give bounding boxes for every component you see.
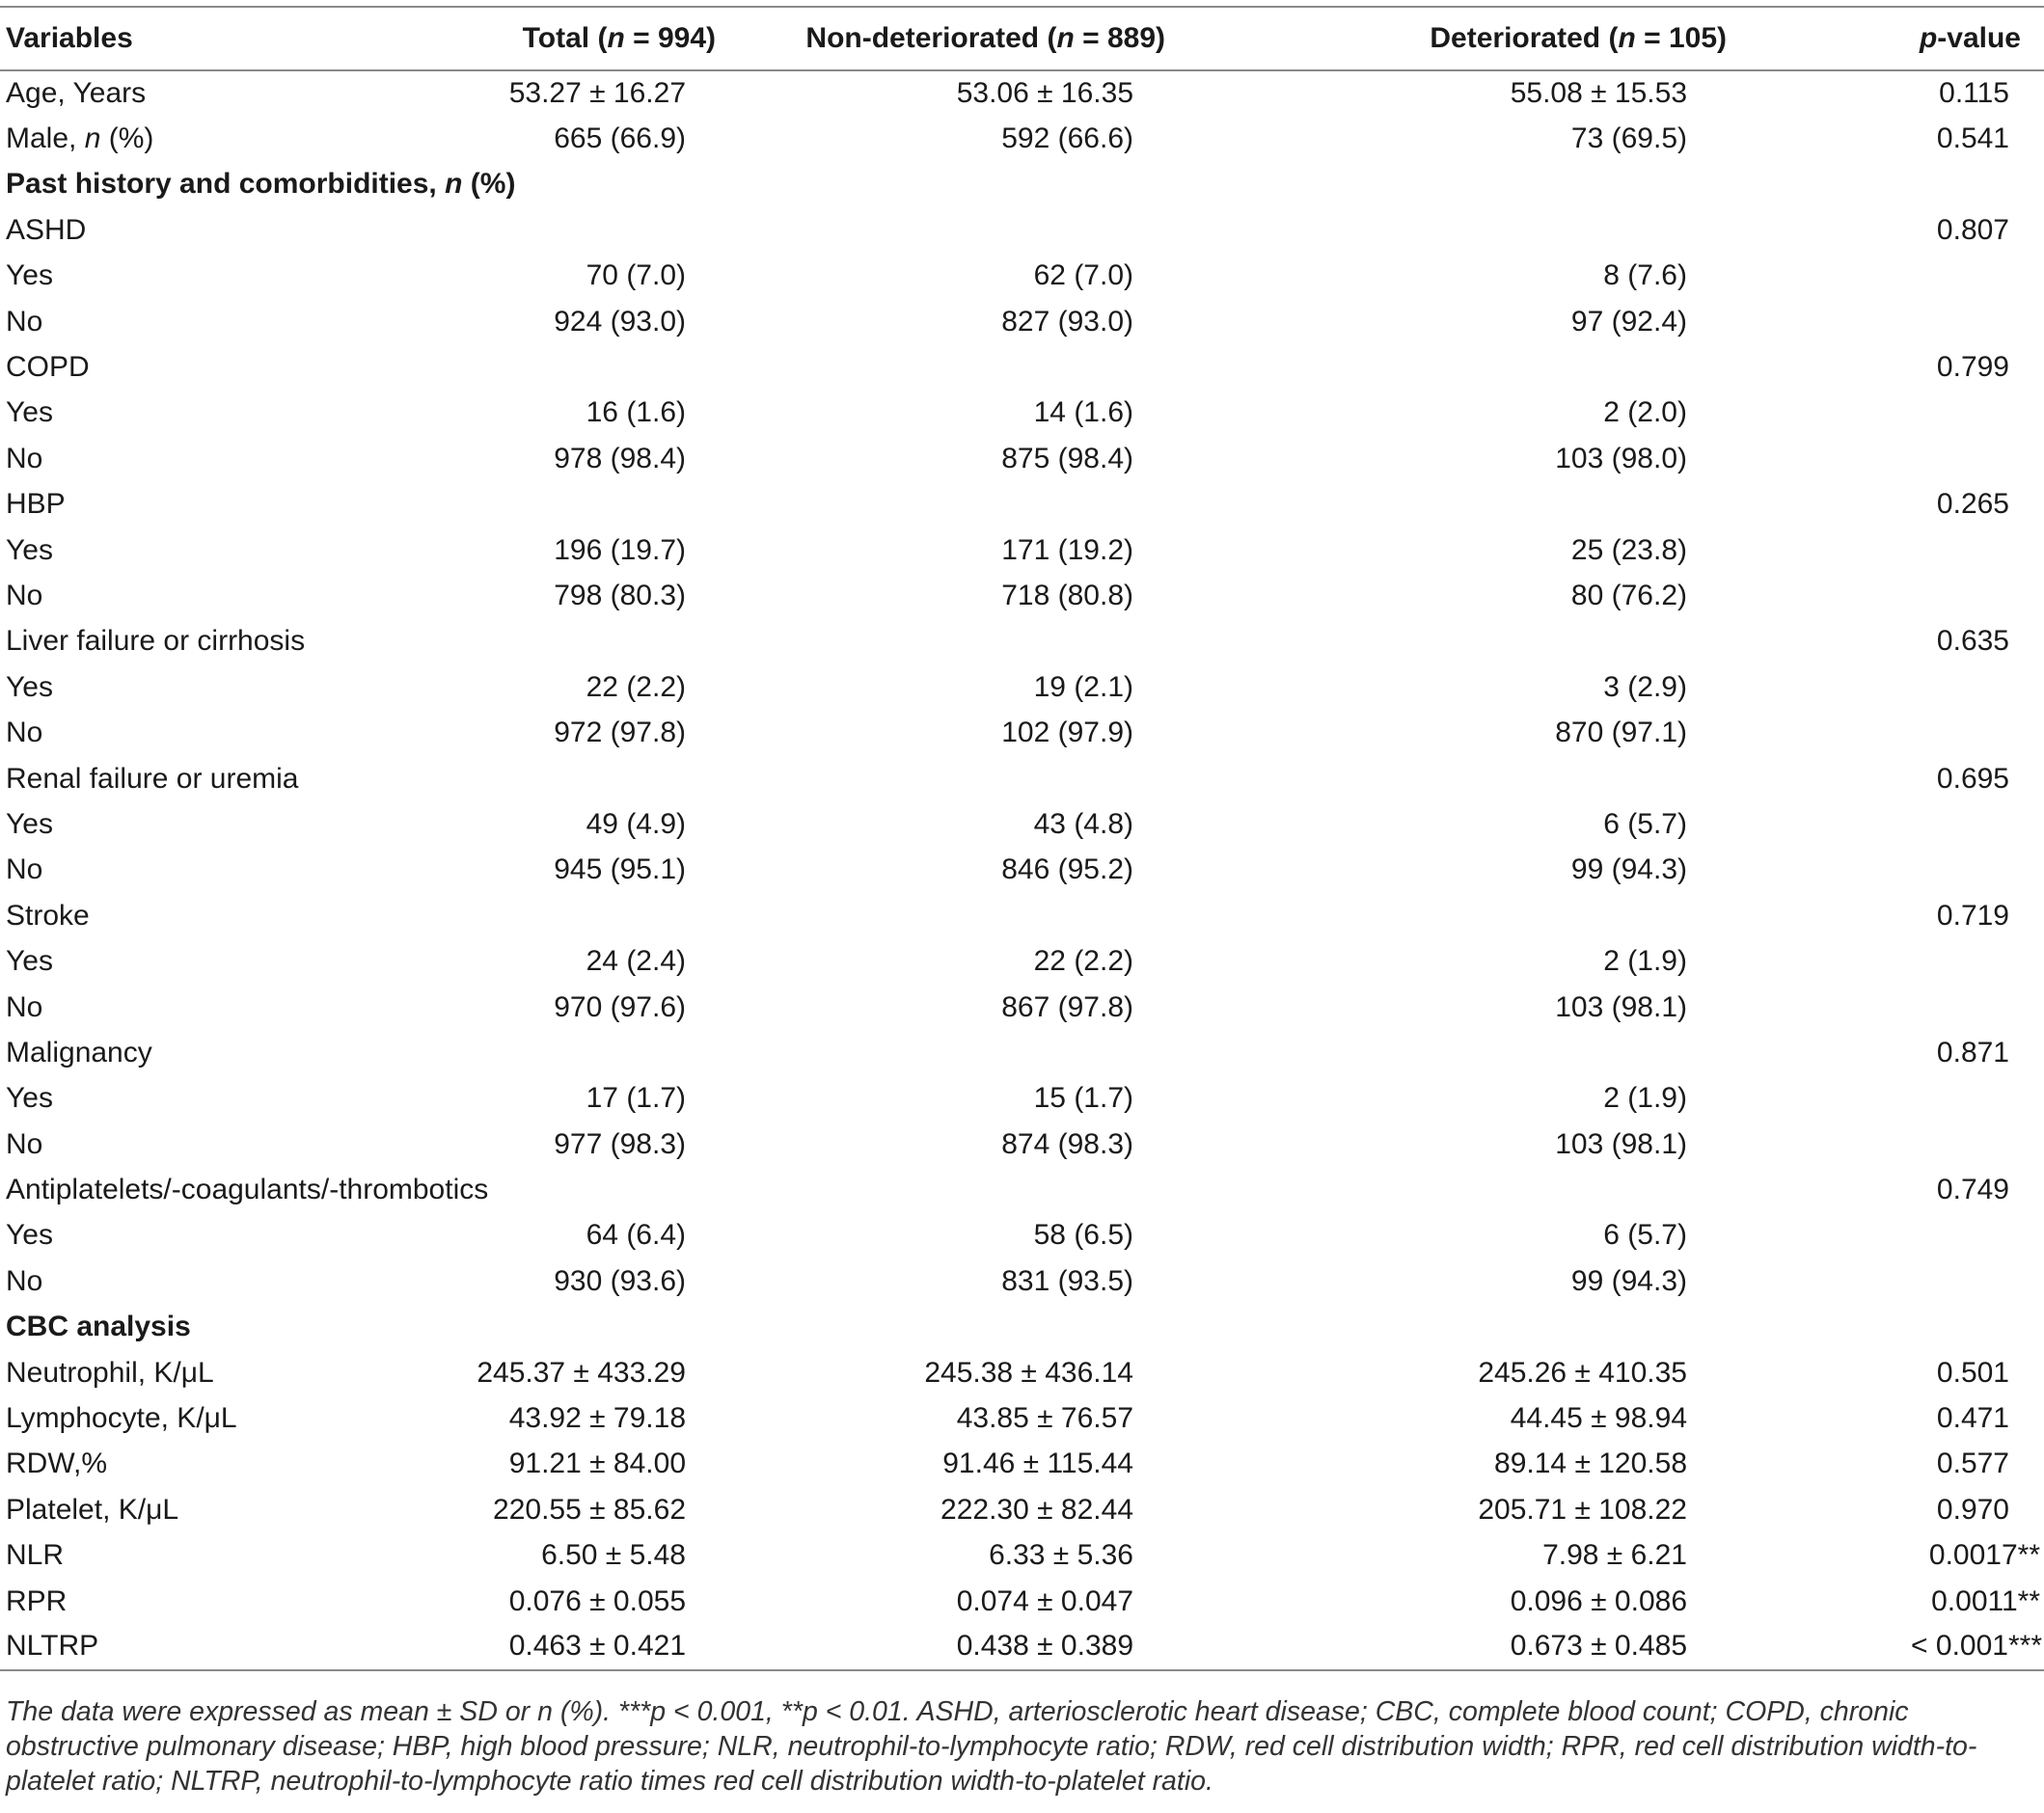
cell-non-deteriorated — [743, 482, 1225, 528]
cell-deteriorated — [1225, 207, 1775, 253]
cell-non-deteriorated — [743, 344, 1225, 390]
row-label: Renal failure or uremia — [6, 762, 299, 795]
cell-non-deteriorated: 22 (2.2) — [1033, 945, 1133, 978]
cell-total: 978 (98.4) — [554, 442, 686, 474]
table-row — [0, 1030, 2044, 1075]
cell-non-deteriorated — [743, 619, 1225, 664]
cell-total — [424, 1030, 743, 1075]
table-row — [0, 1213, 2044, 1258]
cell-p-value: 0.719 — [1936, 899, 2009, 932]
cell-non-deteriorated — [743, 1030, 1225, 1075]
table-row — [0, 116, 2044, 161]
table-row — [0, 344, 2044, 390]
row-label: Malignancy — [6, 1036, 152, 1069]
cell-non-deteriorated: 592 (66.6) — [1001, 122, 1133, 155]
cell-non-deteriorated: 43 (4.8) — [1033, 807, 1133, 840]
cell-deteriorated: 44.45 ± 98.94 — [1510, 1402, 1687, 1435]
cell-total — [424, 344, 743, 390]
cell-non-deteriorated: 718 (80.8) — [1001, 579, 1133, 611]
row-label: HBP — [6, 488, 66, 521]
table-row — [0, 528, 2044, 573]
cell-p-value — [1775, 436, 2044, 481]
table-row — [0, 1350, 2044, 1395]
cell-total: 972 (97.8) — [554, 717, 686, 749]
row-label: Yes — [6, 945, 53, 978]
cell-p-value — [1775, 299, 2044, 344]
cell-non-deteriorated: 15 (1.7) — [1033, 1082, 1133, 1115]
cell-total: 64 (6.4) — [586, 1219, 686, 1252]
row-label: Stroke — [6, 899, 90, 932]
row-label: Male, n (%) — [6, 122, 154, 155]
cell-p-value — [1775, 391, 2044, 436]
cell-non-deteriorated: 846 (95.2) — [1001, 853, 1133, 886]
cell-p-value: 0.0011** — [1931, 1584, 2040, 1617]
table-row — [0, 1395, 2044, 1441]
cell-p-value: 0.799 — [1936, 351, 2009, 384]
cell-deteriorated: 0.673 ± 0.485 — [1225, 1624, 1775, 1669]
cell-total: 17 (1.7) — [586, 1082, 686, 1115]
section-heading: CBC analysis — [6, 1311, 191, 1343]
table-row — [0, 893, 2044, 938]
table-row — [0, 1579, 2044, 1624]
cell-p-value: 0.970 — [1936, 1493, 2009, 1526]
cell-deteriorated: 99 (94.3) — [1570, 853, 1687, 886]
cell-p-value — [1775, 254, 2044, 299]
cell-total: 924 (93.0) — [554, 305, 686, 338]
cell-deteriorated: 103 (98.1) — [1555, 1127, 1687, 1160]
cell-total — [424, 893, 743, 938]
cell-non-deteriorated — [743, 893, 1225, 938]
header-variables: Variables — [0, 7, 424, 70]
cell-p-value — [1775, 528, 2044, 573]
table-row — [0, 207, 2044, 253]
row-label: Age, Years — [6, 77, 147, 110]
row-label: Yes — [6, 396, 53, 429]
row-label: ASHD — [6, 213, 87, 246]
cell-non-deteriorated: 62 (7.0) — [1033, 259, 1133, 292]
cell-deteriorated: 25 (23.8) — [1570, 533, 1687, 566]
row-label: Liver failure or cirrhosis — [6, 625, 306, 658]
cell-deteriorated: 2 (2.0) — [1603, 396, 1687, 429]
table-row — [0, 1533, 2044, 1579]
table-row — [0, 938, 2044, 984]
cell-total: 53.27 ± 16.27 — [508, 77, 686, 110]
row-label: No — [6, 853, 43, 886]
cell-total — [424, 756, 743, 801]
cell-non-deteriorated: 14 (1.6) — [1033, 396, 1133, 429]
table-row — [0, 1487, 2044, 1532]
row-label: No — [6, 717, 43, 749]
cell-non-deteriorated — [743, 207, 1225, 253]
row-label: Yes — [6, 670, 53, 703]
table-row — [0, 801, 2044, 847]
cell-non-deteriorated: 58 (6.5) — [1033, 1219, 1133, 1252]
cell-non-deteriorated: 171 (19.2) — [1001, 533, 1133, 566]
cell-non-deteriorated — [743, 756, 1225, 801]
section-row — [0, 162, 2044, 207]
row-label: RPR — [6, 1584, 68, 1617]
cell-deteriorated: 245.26 ± 410.35 — [1478, 1356, 1687, 1389]
cell-deteriorated — [1225, 1167, 1775, 1212]
cell-non-deteriorated: 19 (2.1) — [1033, 670, 1133, 703]
cell-p-value: 0.695 — [1936, 762, 2009, 795]
table-row — [0, 1258, 2044, 1304]
cell-p-value: 0.265 — [1936, 488, 2009, 521]
cell-non-deteriorated: 102 (97.9) — [1001, 717, 1133, 749]
header-deteriorated: Deteriorated (n = 105) — [1225, 7, 1775, 70]
row-label: Yes — [6, 259, 53, 292]
cell-deteriorated: 99 (94.3) — [1570, 1264, 1687, 1297]
cell-deteriorated — [1225, 1030, 1775, 1075]
cell-non-deteriorated: 245.38 ± 436.14 — [924, 1356, 1133, 1389]
row-label: No — [6, 579, 43, 611]
table-row — [0, 573, 2044, 618]
row-label: Yes — [6, 807, 53, 840]
cell-total: 24 (2.4) — [586, 945, 686, 978]
cell-p-value: 0.115 — [1939, 77, 2009, 110]
cell-p-value: 0.807 — [1936, 213, 2009, 246]
cell-total: 6.50 ± 5.48 — [541, 1539, 686, 1572]
table-row — [0, 848, 2044, 893]
table-row — [0, 1122, 2044, 1167]
row-label: Yes — [6, 1082, 53, 1115]
cell-total: 43.92 ± 79.18 — [508, 1402, 686, 1435]
cell-total: 977 (98.3) — [554, 1127, 686, 1160]
cell-p-value: 0.577 — [1936, 1448, 2009, 1480]
cell-p-value: < 0.001*** — [1775, 1624, 2044, 1669]
cell-p-value: 0.471 — [1936, 1402, 2009, 1435]
table-row — [0, 391, 2044, 436]
cell-deteriorated: 6 (5.7) — [1603, 807, 1687, 840]
cell-total: 930 (93.6) — [554, 1264, 686, 1297]
header-total: Total (n = 994) — [424, 7, 743, 70]
row-label: RDW,% — [6, 1448, 107, 1480]
cell-total: 70 (7.0) — [586, 259, 686, 292]
row-label: No — [6, 1127, 43, 1160]
cell-p-value — [1775, 801, 2044, 847]
cell-p-value — [1775, 1122, 2044, 1167]
table-row — [0, 482, 2044, 528]
cell-total: 945 (95.1) — [554, 853, 686, 886]
cell-total: 245.37 ± 433.29 — [477, 1356, 686, 1389]
cell-p-value — [1775, 1213, 2044, 1258]
section-row — [0, 1305, 2044, 1350]
row-label: Neutrophil, K/μL — [6, 1356, 214, 1389]
row-label: No — [6, 442, 43, 474]
table-row — [0, 1167, 2044, 1212]
cell-total: 220.55 ± 85.62 — [493, 1493, 686, 1526]
table-header-row — [0, 7, 2044, 70]
cell-p-value — [1775, 1076, 2044, 1122]
cell-deteriorated: 870 (97.1) — [1555, 717, 1687, 749]
cell-p-value — [1775, 664, 2044, 710]
cell-deteriorated — [1225, 756, 1775, 801]
cell-total: 665 (66.9) — [554, 122, 686, 155]
cell-total: 91.21 ± 84.00 — [508, 1448, 686, 1480]
cell-non-deteriorated: 0.074 ± 0.047 — [956, 1584, 1133, 1617]
row-label: Lymphocyte, K/μL — [6, 1402, 237, 1435]
cell-p-value — [1775, 573, 2044, 618]
cell-deteriorated: 80 (76.2) — [1570, 579, 1687, 611]
cell-non-deteriorated: 6.33 ± 5.36 — [989, 1539, 1133, 1572]
cell-non-deteriorated: 831 (93.5) — [1001, 1264, 1133, 1297]
cell-p-value — [1775, 710, 2044, 755]
cell-deteriorated: 97 (92.4) — [1570, 305, 1687, 338]
cell-p-value: 0.501 — [1936, 1356, 2009, 1389]
cell-non-deteriorated: 91.46 ± 115.44 — [942, 1448, 1133, 1480]
cell-total: 49 (4.9) — [586, 807, 686, 840]
cell-deteriorated: 8 (7.6) — [1603, 259, 1687, 292]
cell-p-value: 0.749 — [1936, 1174, 2009, 1206]
cell-deteriorated: 3 (2.9) — [1603, 670, 1687, 703]
cell-total: 0.463 ± 0.421 — [424, 1624, 743, 1669]
cell-deteriorated: 55.08 ± 15.53 — [1510, 77, 1687, 110]
row-label: No — [6, 990, 43, 1023]
cell-deteriorated: 73 (69.5) — [1570, 122, 1687, 155]
cell-non-deteriorated: 875 (98.4) — [1001, 442, 1133, 474]
cell-deteriorated: 2 (1.9) — [1603, 1082, 1687, 1115]
cell-p-value: 0.0017** — [1928, 1539, 2040, 1572]
cell-deteriorated: 6 (5.7) — [1603, 1219, 1687, 1252]
cell-deteriorated — [1225, 893, 1775, 938]
table-row — [0, 710, 2044, 755]
cell-non-deteriorated: 43.85 ± 76.57 — [956, 1402, 1133, 1435]
cell-non-deteriorated: 827 (93.0) — [1001, 305, 1133, 338]
cell-deteriorated: 103 (98.1) — [1555, 990, 1687, 1023]
data-table — [0, 6, 2044, 1671]
cell-p-value: 0.541 — [1936, 122, 2009, 155]
cell-p-value — [1775, 848, 2044, 893]
cell-deteriorated: 0.096 ± 0.086 — [1510, 1584, 1687, 1617]
cell-deteriorated — [1225, 619, 1775, 664]
cell-non-deteriorated: 0.438 ± 0.389 — [743, 1624, 1225, 1669]
cell-non-deteriorated: 874 (98.3) — [1001, 1127, 1133, 1160]
row-label: No — [6, 1264, 43, 1297]
cell-total: 22 (2.2) — [586, 670, 686, 703]
table-row — [0, 1624, 2044, 1669]
cell-total — [424, 207, 743, 253]
table-row — [0, 1076, 2044, 1122]
cell-total — [424, 619, 743, 664]
cell-deteriorated — [1225, 344, 1775, 390]
row-label: Antiplatelets/-coagulants/-thrombotics — [6, 1174, 489, 1206]
cell-p-value: 0.871 — [1936, 1036, 2009, 1069]
table-row — [0, 985, 2044, 1030]
cell-total: 196 (19.7) — [554, 533, 686, 566]
table-footnote: The data were expressed as mean ± SD or n (%). ***p < 0.001, **p < 0.01. ASHD, arteriosclerotic heart disease; CBC, complete blood count; COPD, chronic obstructive pulmonary disease; HBP, high blood pressure; NLR, neutrophil-to-lymphocyte ratio; RDW, red cell distribution width; RPR, red cell distribution width-to-platelet ratio; NLTRP, neutrophil-to-lymphocyte ratio times red cell distribution width-to-platelet ratio. — [6, 1696, 1977, 1797]
table-row — [0, 1442, 2044, 1487]
cell-total: 16 (1.6) — [586, 396, 686, 429]
row-label: Platelet, K/μL — [6, 1493, 179, 1526]
cell-deteriorated: 7.98 ± 6.21 — [1542, 1539, 1687, 1572]
row-label: Yes — [6, 533, 53, 566]
cell-total: 798 (80.3) — [554, 579, 686, 611]
cell-deteriorated: 205.71 ± 108.22 — [1478, 1493, 1687, 1526]
row-label: NLR — [6, 1539, 65, 1572]
cell-deteriorated: 2 (1.9) — [1603, 945, 1687, 978]
cell-total — [424, 482, 743, 528]
cell-p-value — [1775, 985, 2044, 1030]
cell-deteriorated: 89.14 ± 120.58 — [1494, 1448, 1687, 1480]
cell-non-deteriorated — [743, 1167, 1225, 1212]
cell-total: 970 (97.6) — [554, 990, 686, 1023]
table-row — [0, 436, 2044, 481]
row-label: NLTRP — [0, 1624, 424, 1669]
header-non-deteriorated: Non-deteriorated (n = 889) — [743, 7, 1225, 70]
section-heading: Past history and comorbidities, n (%) — [6, 168, 516, 201]
table-row — [0, 254, 2044, 299]
row-label: No — [6, 305, 43, 338]
table-row — [0, 664, 2044, 710]
cell-non-deteriorated: 867 (97.8) — [1001, 990, 1133, 1023]
cell-p-value — [1775, 1258, 2044, 1304]
header-p-value: p-value — [1775, 7, 2044, 70]
cell-p-value — [1775, 938, 2044, 984]
table-row — [0, 756, 2044, 801]
cell-non-deteriorated: 53.06 ± 16.35 — [956, 77, 1133, 110]
table-row — [0, 619, 2044, 664]
row-label: Yes — [6, 1219, 53, 1252]
cell-deteriorated — [1225, 482, 1775, 528]
table-row — [0, 70, 2044, 116]
table-row — [0, 299, 2044, 344]
cell-total: 0.076 ± 0.055 — [508, 1584, 686, 1617]
cell-p-value: 0.635 — [1936, 625, 2009, 658]
cell-deteriorated: 103 (98.0) — [1555, 442, 1687, 474]
row-label: COPD — [6, 351, 90, 384]
cell-non-deteriorated: 222.30 ± 82.44 — [940, 1493, 1133, 1526]
